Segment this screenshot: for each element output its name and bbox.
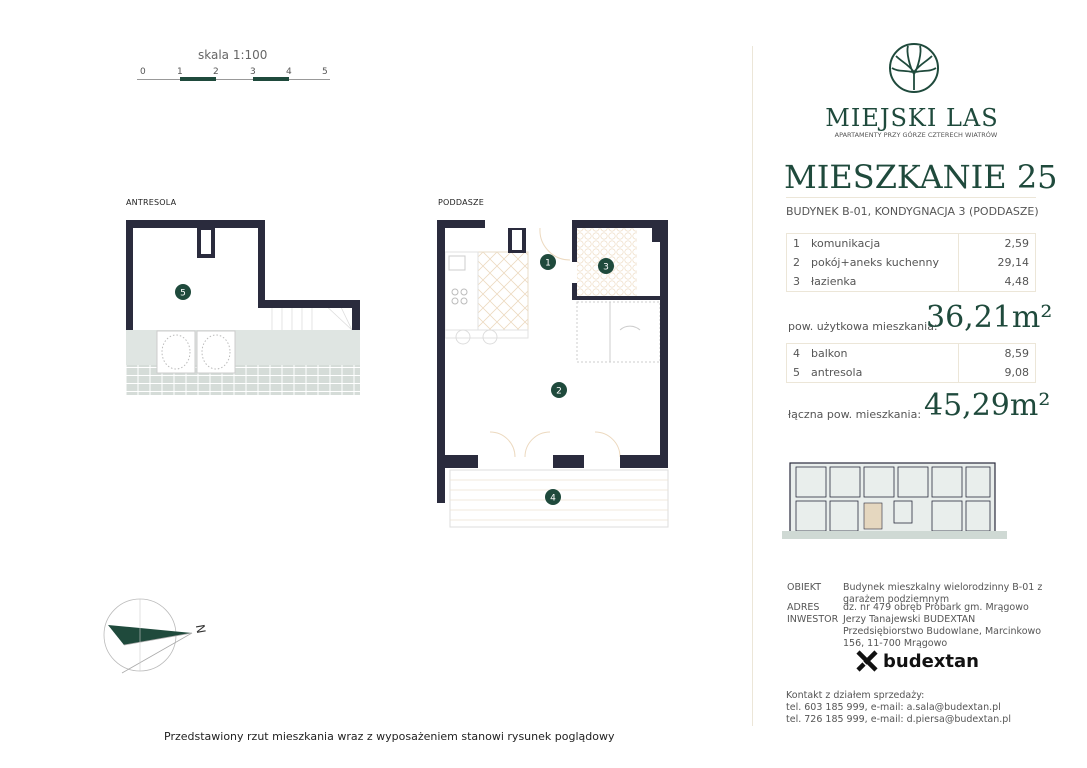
table-row — [787, 344, 1035, 363]
compass-icon — [100, 595, 220, 685]
antresola-plan — [126, 220, 360, 395]
rooms-table — [786, 233, 1036, 292]
antresola-label: ANTRESOLA — [126, 198, 177, 207]
table-row — [787, 234, 1035, 253]
brand-name: MIEJSKI LAS — [825, 104, 999, 132]
room-marker-2: 2 — [556, 386, 562, 397]
floor-plan — [0, 0, 720, 560]
room-num: 3 — [793, 275, 800, 288]
brand-tagline: APARTAMENTY PRZY GÓRZE CZTERECH WIATRÓW — [834, 131, 998, 139]
usable-area-label: pow. użytkowa mieszkania: — [788, 320, 938, 333]
poddasze-plan — [437, 220, 668, 527]
address-key: ADRES — [787, 602, 820, 613]
room-area: 4,48 — [958, 272, 1035, 291]
scale-tick: 3 — [250, 67, 256, 77]
object-key: OBIEKT — [787, 582, 822, 593]
room-name: łazienka — [811, 275, 857, 288]
table-row — [787, 272, 1035, 291]
room-name: pokój+aneks kuchenny — [811, 256, 940, 269]
contact-line-1[interactable]: tel. 603 185 999, e-mail: a.sala@budextan.pl — [786, 702, 1001, 713]
room-area: 9,08 — [958, 363, 1035, 382]
budextan-logo — [856, 650, 979, 672]
room-name: antresola — [811, 366, 863, 379]
address-value: dz. nr 479 obręb Probark gm. Mrągowo — [843, 602, 1029, 613]
scale-tick: 2 — [213, 67, 219, 77]
room-num: 5 — [793, 366, 800, 379]
compass-north-label: N — [192, 623, 209, 635]
contact-line-2[interactable]: tel. 726 185 999, e-mail: d.piersa@budextan.pl — [786, 714, 1011, 725]
scale-tick: 0 — [140, 67, 146, 77]
room-marker-4: 4 — [550, 493, 556, 504]
investor-value: Jerzy Tanajewski BUDEXTAN Przedsiębiorstwo Budowlane, Marcinkowo 156, 11-700 Mrągowo — [843, 614, 1042, 649]
room-marker-3: 3 — [603, 262, 609, 273]
room-marker-1: 1 — [545, 258, 551, 269]
usable-area-value: 36,21m² — [926, 300, 1053, 335]
object-value: Budynek mieszkalny wielorodzinny B-01 z garażem podziemnym — [843, 582, 1043, 605]
apartment-title: MIESZKANIE 25 — [784, 158, 1058, 196]
room-num: 2 — [793, 256, 800, 269]
contact-info — [786, 690, 1011, 726]
tree-logo-icon — [888, 42, 940, 94]
total-area-value: 45,29m² — [924, 388, 1051, 423]
room-name: balkon — [811, 347, 848, 360]
table-row — [787, 253, 1035, 272]
total-area-label: łączna pow. mieszkania: — [788, 408, 922, 421]
room-name: komunikacja — [811, 237, 881, 250]
budextan-wordmark: budextan — [883, 650, 979, 672]
investor-key: INWESTOR — [787, 614, 839, 625]
scale-tick: 5 — [322, 67, 328, 77]
room-area: 8,59 — [958, 344, 1035, 363]
project-info — [787, 582, 1057, 649]
room-num: 1 — [793, 237, 800, 250]
building-key-plan — [782, 455, 1007, 550]
scale-tick: 4 — [286, 67, 292, 77]
room-marker-5: 5 — [180, 288, 186, 299]
disclaimer: Przedstawiony rzut mieszkania wraz z wyposażeniem stanowi rysunek poglądowy — [164, 730, 615, 743]
table-row — [787, 363, 1035, 382]
apartment-subtitle: BUDYNEK B-01, KONDYGNACJA 3 (PODDASZE) — [786, 205, 1039, 218]
divider — [752, 46, 753, 726]
room-num: 4 — [793, 347, 800, 360]
budextan-x-icon — [856, 650, 878, 672]
scale-label: skala 1:100 — [198, 48, 268, 62]
poddasze-label: PODDASZE — [438, 198, 484, 207]
room-area: 29,14 — [958, 253, 1035, 272]
scale-tick: 1 — [177, 67, 183, 77]
extra-rooms-table — [786, 343, 1036, 383]
contact-heading: Kontakt z działem sprzedaży: — [786, 690, 925, 701]
room-area: 2,59 — [958, 234, 1035, 253]
